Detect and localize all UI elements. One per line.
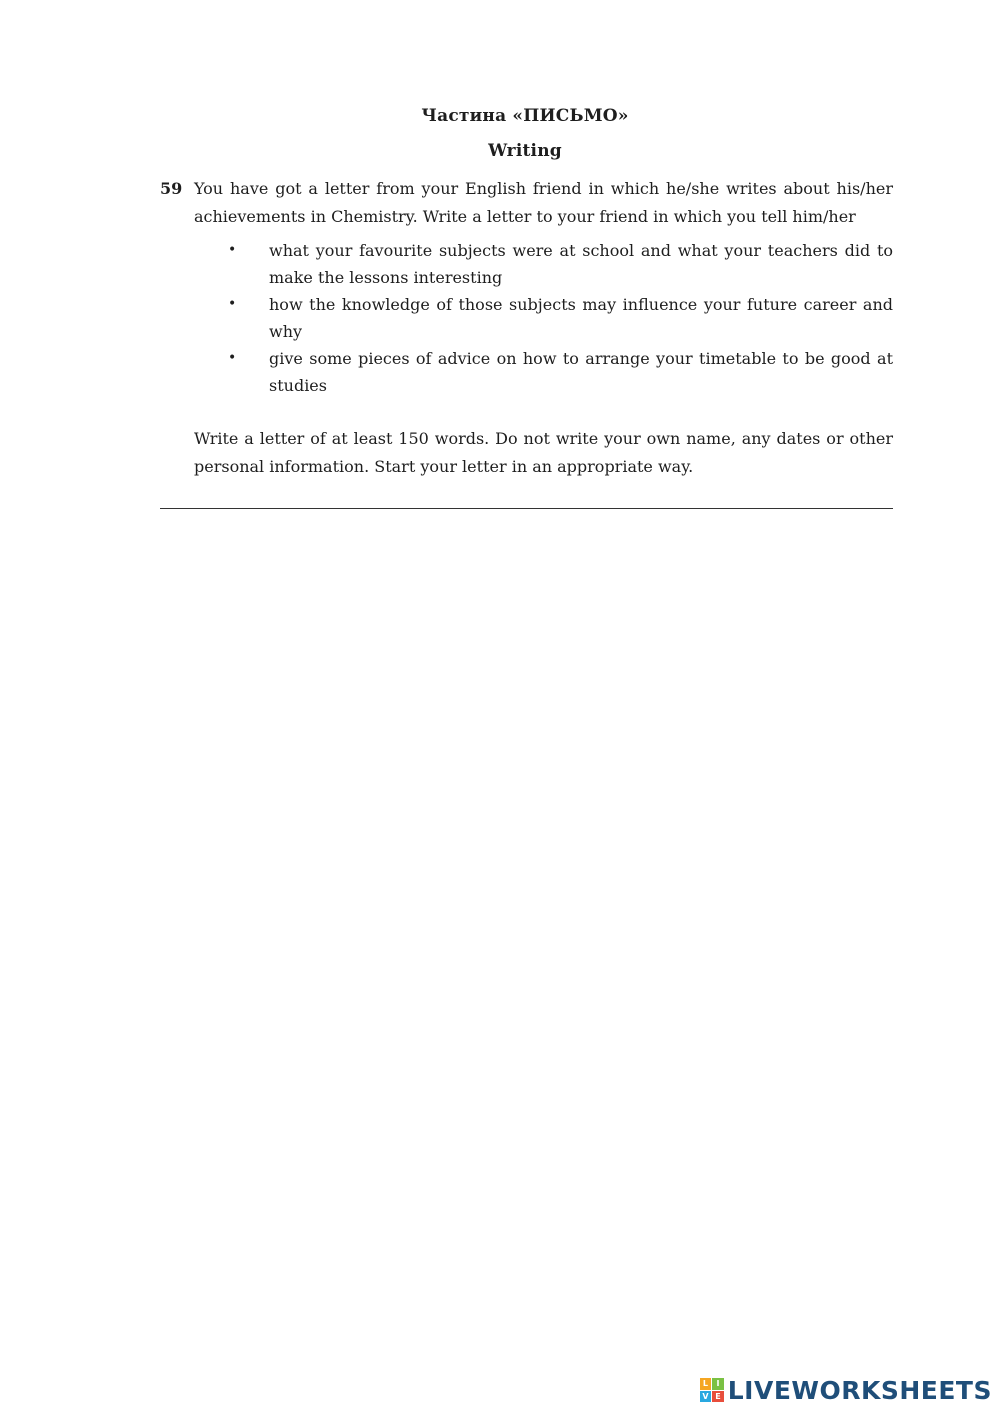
- task-block: [160, 175, 893, 481]
- bullet-icon: •: [228, 296, 237, 312]
- logo-letter-l: L: [700, 1378, 712, 1390]
- bullet-item: [194, 237, 893, 291]
- bullet-item: [194, 291, 893, 345]
- bullet-icon: •: [228, 242, 237, 258]
- task-body: [194, 175, 893, 481]
- divider-line: [160, 508, 893, 509]
- section-subtitle: Writing: [488, 141, 562, 161]
- task-number: 59: [160, 179, 183, 198]
- logo-letter-v: V: [700, 1391, 712, 1403]
- section-title: Частина «ПИСЬМО»: [421, 106, 629, 126]
- logo-letter-e: E: [712, 1391, 724, 1403]
- bullet-text: give some pieces of advice on how to arrange your timetable to be good at studies: [269, 349, 893, 395]
- bullet-list: [194, 237, 893, 399]
- bullet-icon: •: [228, 350, 237, 366]
- watermark-text: LIVEWORKSHEETS: [727, 1375, 992, 1405]
- logo-letter-i: I: [712, 1378, 724, 1390]
- task-instructions: Write a letter of at least 150 words. Do not write your own name, any dates or other personal information. Start your letter in an appropriate way.: [194, 429, 893, 476]
- bullet-item: [194, 345, 893, 399]
- task-prompt: You have got a letter from your English friend in which he/she writes about his/her achievements in Chemistry. Write a letter to your friend in which you tell him/her: [194, 179, 893, 226]
- bullet-text: how the knowledge of those subjects may influence your future career and why: [269, 295, 893, 341]
- liveworksheets-watermark: [700, 1375, 992, 1405]
- bullet-text: what your favourite subjects were at school and what your teachers did to make the lessons interesting: [269, 241, 893, 287]
- liveworksheets-logo-icon: [700, 1378, 724, 1402]
